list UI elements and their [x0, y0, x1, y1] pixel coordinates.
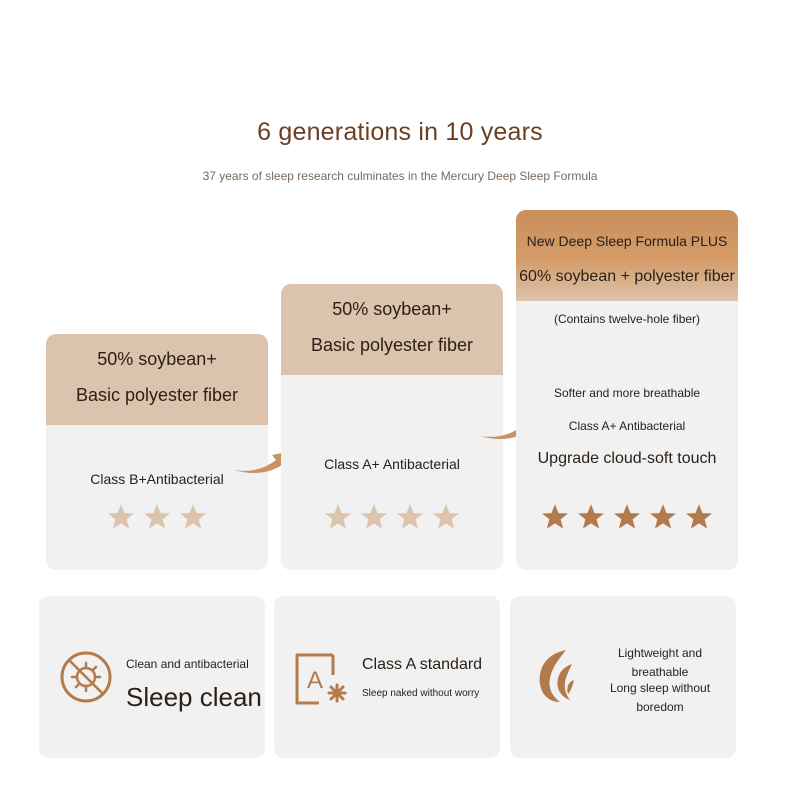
- page-subtitle: 37 years of sleep research culminates in the Mercury Deep Sleep Formula: [202, 169, 598, 183]
- tier-2-antibacterial: Class A+ Antibacterial: [324, 456, 460, 472]
- tier-3-feature-touch: Upgrade cloud-soft touch: [537, 450, 717, 467]
- star-icon: [684, 503, 714, 531]
- star-icon: [540, 503, 570, 531]
- tier-1-stars: [46, 503, 268, 536]
- tier-3-feature-breathable: Softer and more breathable: [553, 386, 701, 400]
- star-icon: [142, 503, 172, 531]
- feature-breathable-line2: breathable: [631, 665, 689, 679]
- tier-2-composition: 50% soybean+: [332, 299, 452, 319]
- tier-3-note: (Contains twelve-hole fiber): [553, 312, 701, 326]
- tier-card-2-header: [281, 284, 503, 375]
- svg-text:A: A: [306, 667, 324, 694]
- tier-3-stars: [516, 503, 738, 536]
- star-icon: [395, 503, 425, 531]
- feature-clean-title: Sleep clean: [126, 682, 262, 712]
- star-icon: [323, 503, 353, 531]
- tier-1-fiber: Basic polyester fiber: [75, 385, 239, 405]
- star-icon: [359, 503, 389, 531]
- feature-breathable-line1: Lightweight and: [617, 646, 703, 660]
- star-icon: [106, 503, 136, 531]
- star-icon: [648, 503, 678, 531]
- star-icon: [178, 503, 208, 531]
- tier-2-stars: [281, 503, 503, 536]
- feature-card-clean: [39, 596, 265, 758]
- tier-3-product-name: New Deep Sleep Formula PLUS: [526, 233, 728, 249]
- feature-clean-caption: Clean and antibacterial: [126, 657, 249, 671]
- feature-class-a-caption: Sleep naked without worry: [362, 688, 480, 699]
- feature-class-a-title: Class A standard: [362, 656, 483, 673]
- feather-icon: [536, 648, 576, 704]
- feature-breathable-line3: Long sleep without: [609, 681, 711, 695]
- feature-card-breathable: [510, 596, 736, 758]
- page-title: 6 generations in 10 years: [257, 118, 543, 146]
- feature-card-class-a: [274, 596, 500, 758]
- feature-breathable-line4: boredom: [636, 700, 684, 714]
- tier-1-antibacterial: Class B+Antibacterial: [90, 471, 224, 487]
- class-a-icon: [293, 651, 353, 707]
- antivirus-icon: [59, 650, 113, 704]
- tier-card-3-header: [516, 210, 738, 301]
- star-icon: [431, 503, 461, 531]
- tier-1-composition: 50% soybean+: [97, 349, 217, 369]
- star-icon: [612, 503, 642, 531]
- tier-3-antibacterial: Class A+ Antibacterial: [568, 419, 686, 433]
- tier-2-fiber: Basic polyester fiber: [310, 335, 474, 355]
- tier-card-1-header: [46, 334, 268, 425]
- tier-card-2: [281, 284, 503, 570]
- tier-card-3: [516, 210, 738, 570]
- star-icon: [576, 503, 606, 531]
- tier-3-composition: 60% soybean + polyester fiber: [519, 268, 735, 285]
